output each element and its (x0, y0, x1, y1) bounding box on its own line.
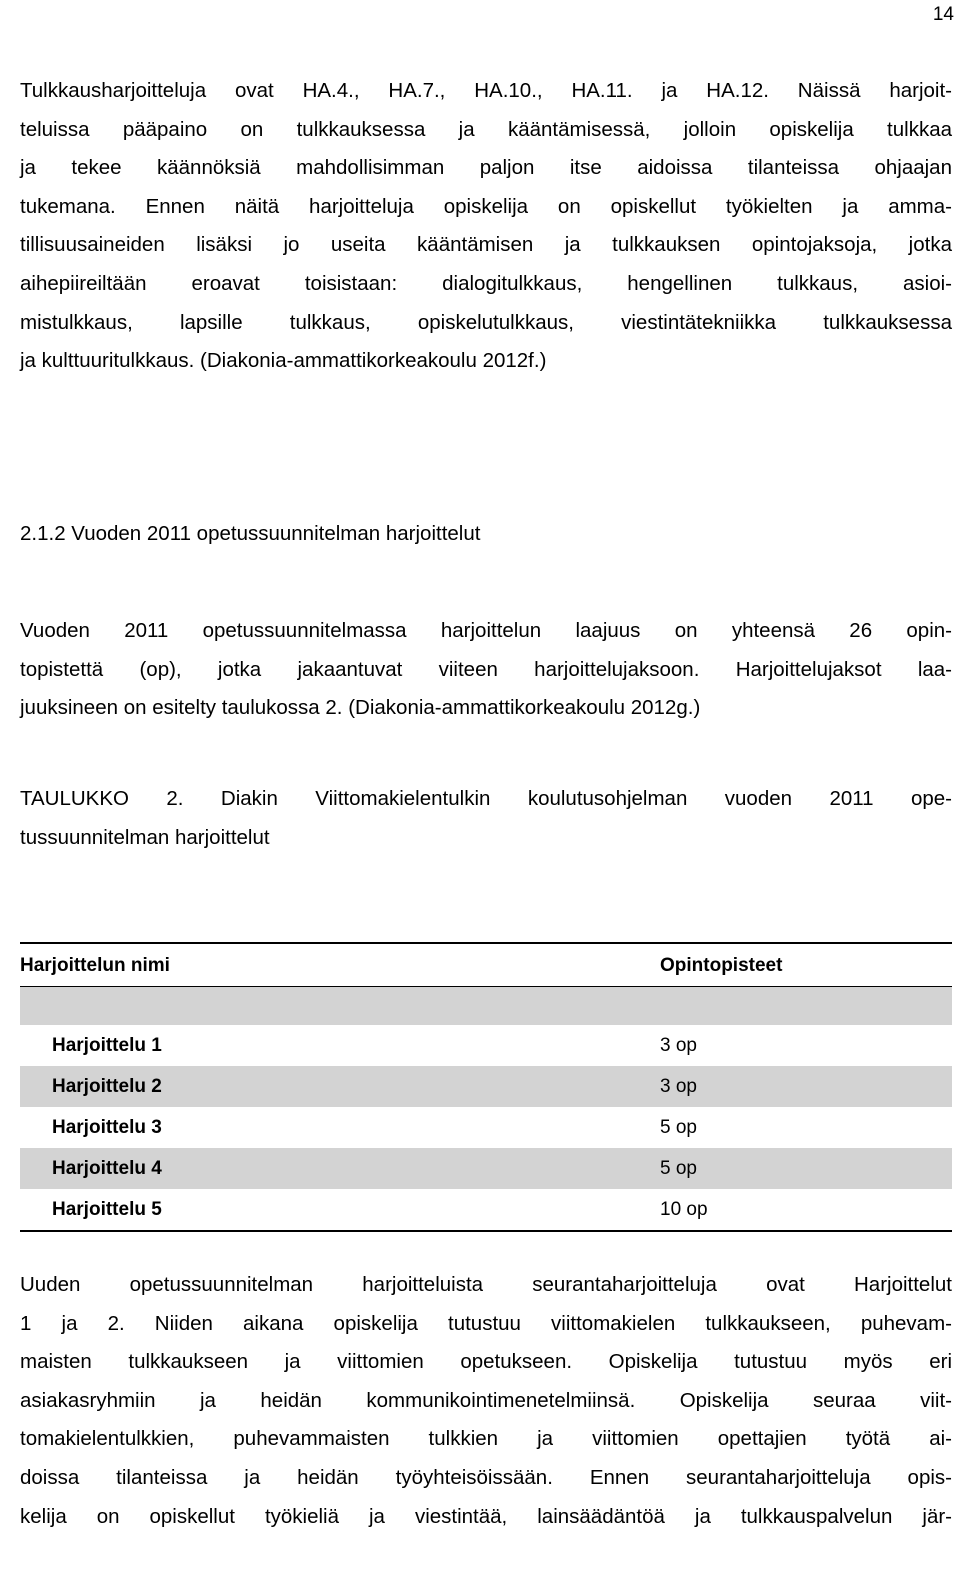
text-line: juuksineen on esitelty taulukossa 2. (Diakonia-ammattikorkeakoulu 2012g.) (20, 696, 701, 720)
header-name: Harjoittelun nimi (20, 955, 170, 976)
practice-credits: 3 op (660, 1066, 952, 1107)
text-line: 1 ja 2. Niiden aikana opiskelija tutustuu viittomakielen tulkkaukseen, puhevam- (20, 1311, 952, 1335)
practice-name: Harjoittelu 5 (20, 1189, 660, 1231)
page-number: 14 (932, 4, 954, 25)
table-row (20, 1189, 952, 1231)
practice-name: Harjoittelu 4 (20, 1148, 660, 1189)
practice-name: Harjoittelu 1 (52, 1034, 162, 1056)
text-line: Vuoden 2011 opetussuunnitelmassa harjoittelun laajuus on yhteensä 26 opin- (20, 619, 952, 642)
table-row (20, 1107, 952, 1148)
text-line: doissa tilanteissa ja heidän työyhteisöissään. Ennen seurantaharjoitteluja opis- (20, 1465, 952, 1489)
text-line: aihepiireiltään eroavat toisistaan: dialogitulkkaus, hengellinen tulkkaus, asioi- (20, 271, 952, 295)
table-row (20, 1025, 952, 1066)
practice-credits: 10 op (660, 1189, 952, 1231)
section-heading: 2.1.2 Vuoden 2011 opetussuunnitelman harjoittelut (20, 522, 481, 545)
spacer-cell (20, 987, 660, 1026)
paragraph-follow-up-practice (20, 1266, 952, 1536)
caption-line: TAULUKKO 2. Diakin Viittomakielentulkin koulutusohjelman vuoden 2011 ope- (20, 787, 952, 810)
text-line: ja kulttuuritulkkaus. (Diakonia-ammattikorkeakoulu 2012f.) (20, 349, 547, 373)
practice-name: Harjoittelu 2 (20, 1066, 660, 1107)
text-line: asiakasryhmiin ja heidän kommunikointimenetelmiinsä. Opiskelija seuraa viit- (20, 1388, 952, 1412)
paragraph-interpretation-practice (20, 72, 952, 381)
text-line: maisten tulkkaukseen ja viittomien opetukseen. Opiskelija tutustuu myös eri (20, 1350, 952, 1374)
text-line: Tulkkausharjoitteluja ovat HA.4., HA.7., HA.10., HA.11. ja HA.12. Näissä harjoit- (20, 79, 952, 102)
practice-credits: 3 op (660, 1034, 697, 1056)
text-line: Uuden opetussuunnitelman harjoitteluista seurantaharjoitteluja ovat Harjoittelut (20, 1273, 952, 1296)
text-line: mistulkkaus, lapsille tulkkaus, opiskelutulkkaus, viestintätekniikka tulkkauksessa (20, 310, 952, 334)
table-header-row (20, 943, 952, 987)
text-line: ja tekee käännöksiä mahdollisimman paljon itse aidoissa tilanteissa ohjaajan (20, 156, 952, 180)
practice-name: Harjoittelu 3 (52, 1116, 162, 1138)
practice-table (20, 942, 952, 1232)
text-line: tillisuusaineiden lisäksi jo useita kääntämisen ja tulkkauksen opintojaksoja, jotka (20, 233, 952, 257)
practice-credits: 5 op (660, 1116, 697, 1138)
header-credits: Opintopisteet (660, 955, 783, 976)
table-caption (20, 780, 952, 857)
table-row (20, 1148, 952, 1189)
table-row (20, 1066, 952, 1107)
paragraph-curriculum-2011 (20, 612, 952, 728)
caption-line: tussuunnitelman harjoittelut (20, 825, 270, 849)
text-line: tukemana. Ennen näitä harjoitteluja opiskelija on opiskellut työkielten ja amma- (20, 194, 952, 218)
practice-credits: 5 op (660, 1148, 952, 1189)
spacer-cell (660, 987, 952, 1026)
text-line: topistettä (op), jotka jakaantuvat viiteen harjoittelujaksoon. Harjoittelujaksot laa- (20, 657, 952, 681)
table-spacer-row (20, 987, 952, 1026)
text-line: kelija on opiskellut työkieliä ja viestintää, lainsäädäntöä ja tulkkauspalvelun jär- (20, 1504, 952, 1528)
text-line: teluissa pääpaino on tulkkauksessa ja kääntämisessä, jolloin opiskelija tulkkaa (20, 117, 952, 141)
text-line: tomakielentulkkien, puhevammaisten tulkkien ja viittomien opettajien työtä ai- (20, 1427, 952, 1451)
